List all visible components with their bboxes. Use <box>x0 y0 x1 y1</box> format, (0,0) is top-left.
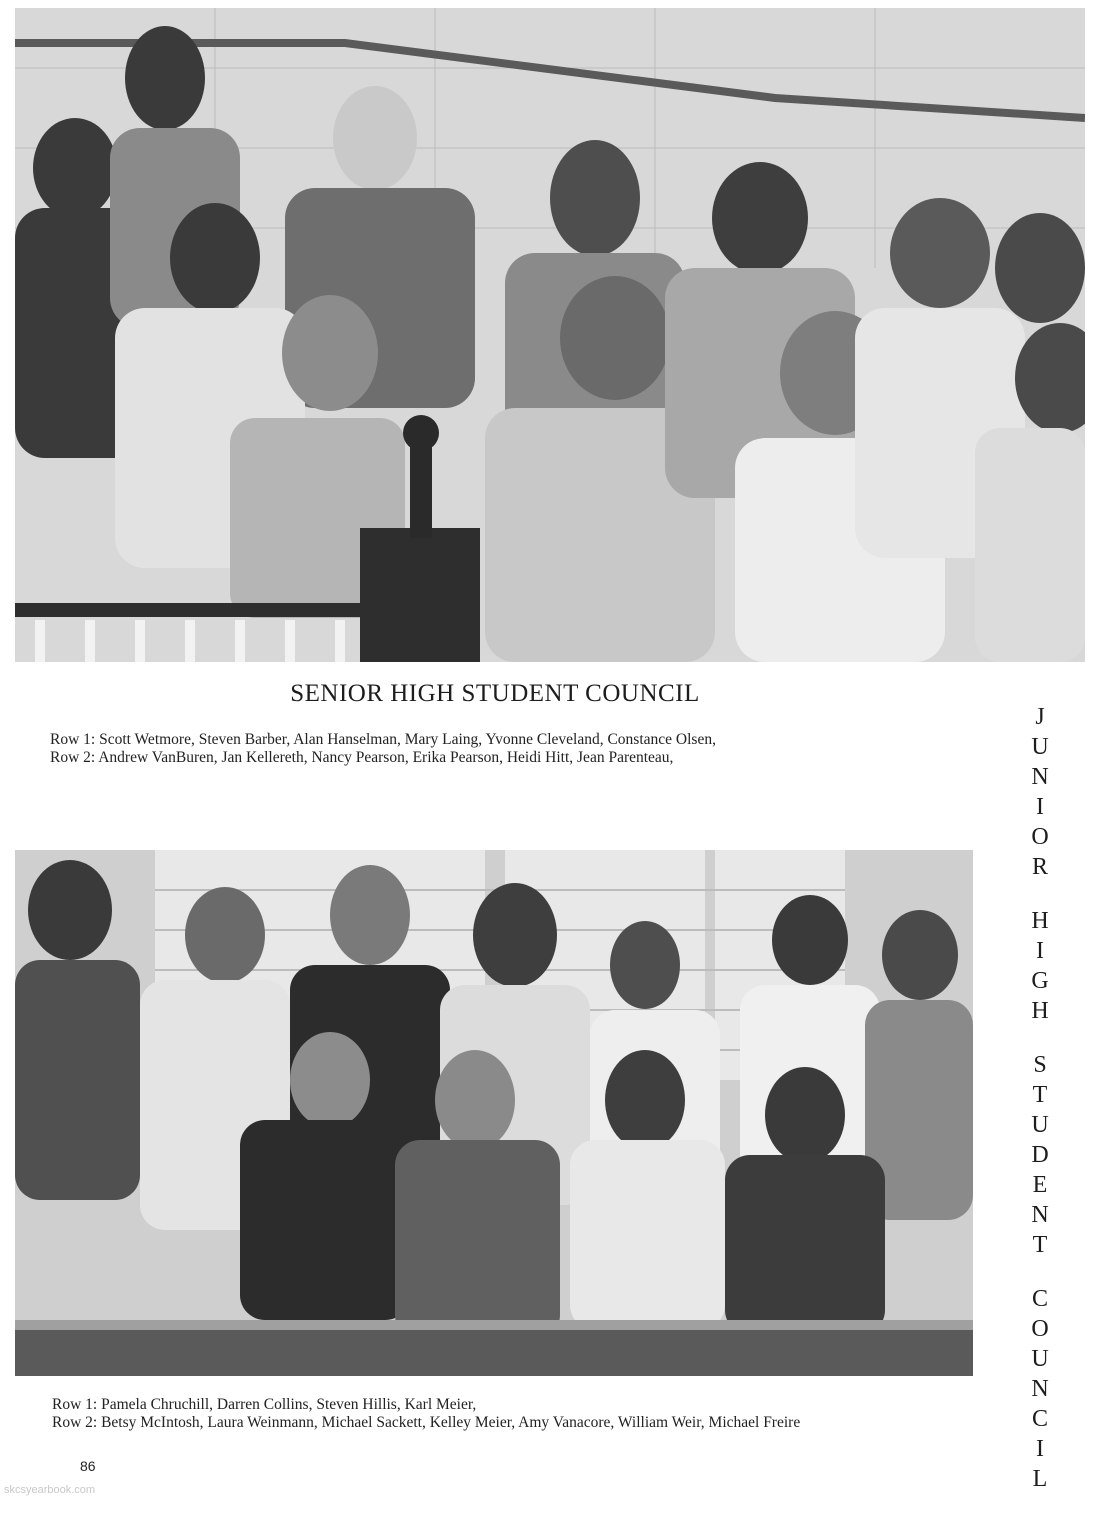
vertical-title-letter: C <box>1031 1406 1048 1432</box>
vertical-title-letter: C <box>1031 1286 1048 1312</box>
vertical-title-letter: U <box>1031 1112 1049 1138</box>
junior-caption-row1: Row 1: Pamela Chruchill, Darren Collins, Steven Hillis, Karl Meier, <box>52 1396 477 1413</box>
vertical-title-letter: T <box>1032 1082 1048 1108</box>
vertical-title-letter: O <box>1031 824 1049 850</box>
vertical-title-letter: N <box>1031 1202 1049 1228</box>
senior-council-caption <box>50 731 716 767</box>
vertical-title-letter: H <box>1031 998 1049 1024</box>
vertical-title-letter: S <box>1033 1052 1047 1078</box>
vertical-title-letter: N <box>1031 1376 1049 1402</box>
junior-council-photo <box>15 850 973 1376</box>
senior-caption-row2: Row 2: Andrew VanBuren, Jan Kellereth, Nancy Pearson, Erika Pearson, Heidi Hitt, Jean Parenteau, <box>50 749 674 766</box>
vertical-title-letter: H <box>1031 908 1049 934</box>
vertical-title-letter: U <box>1031 734 1049 760</box>
senior-council-photo <box>15 8 1085 662</box>
vertical-title-letter: E <box>1032 1172 1048 1198</box>
vertical-title-word <box>1020 1284 1060 1494</box>
vertical-title-letter: N <box>1031 764 1049 790</box>
junior-photo-graphic <box>15 850 973 1376</box>
senior-photo-graphic <box>15 8 1085 662</box>
vertical-title-word <box>1020 906 1060 1026</box>
vertical-title-word <box>1020 1050 1060 1260</box>
vertical-title-letter: G <box>1031 968 1049 994</box>
senior-caption-row1: Row 1: Scott Wetmore, Steven Barber, Alan Hanselman, Mary Laing, Yvonne Cleveland, Constance Olsen, <box>50 731 716 748</box>
vertical-title-letter: I <box>1036 938 1044 964</box>
vertical-title-letter: U <box>1031 1346 1049 1372</box>
vertical-title-letter: I <box>1036 1436 1044 1462</box>
site-watermark: skcsyearbook.com <box>4 1484 96 1496</box>
junior-council-caption <box>52 1396 800 1432</box>
junior-council-vertical-title <box>1020 702 1060 1518</box>
vertical-title-letter: D <box>1031 1142 1049 1168</box>
vertical-title-letter: T <box>1032 1232 1048 1258</box>
vertical-title-word <box>1020 702 1060 882</box>
junior-caption-row2: Row 2: Betsy McIntosh, Laura Weinmann, Michael Sackett, Kelley Meier, Amy Vanacore, William Weir, Michael Freire <box>52 1414 801 1431</box>
vertical-title-letter: R <box>1031 854 1048 880</box>
vertical-title-letter: I <box>1036 794 1044 820</box>
page-number: 86 <box>80 1458 96 1474</box>
senior-council-heading: SENIOR HIGH STUDENT COUNCIL <box>290 680 700 707</box>
vertical-title-letter: O <box>1031 1316 1049 1342</box>
vertical-title-letter: J <box>1035 704 1045 730</box>
vertical-title-letter: L <box>1032 1466 1048 1492</box>
